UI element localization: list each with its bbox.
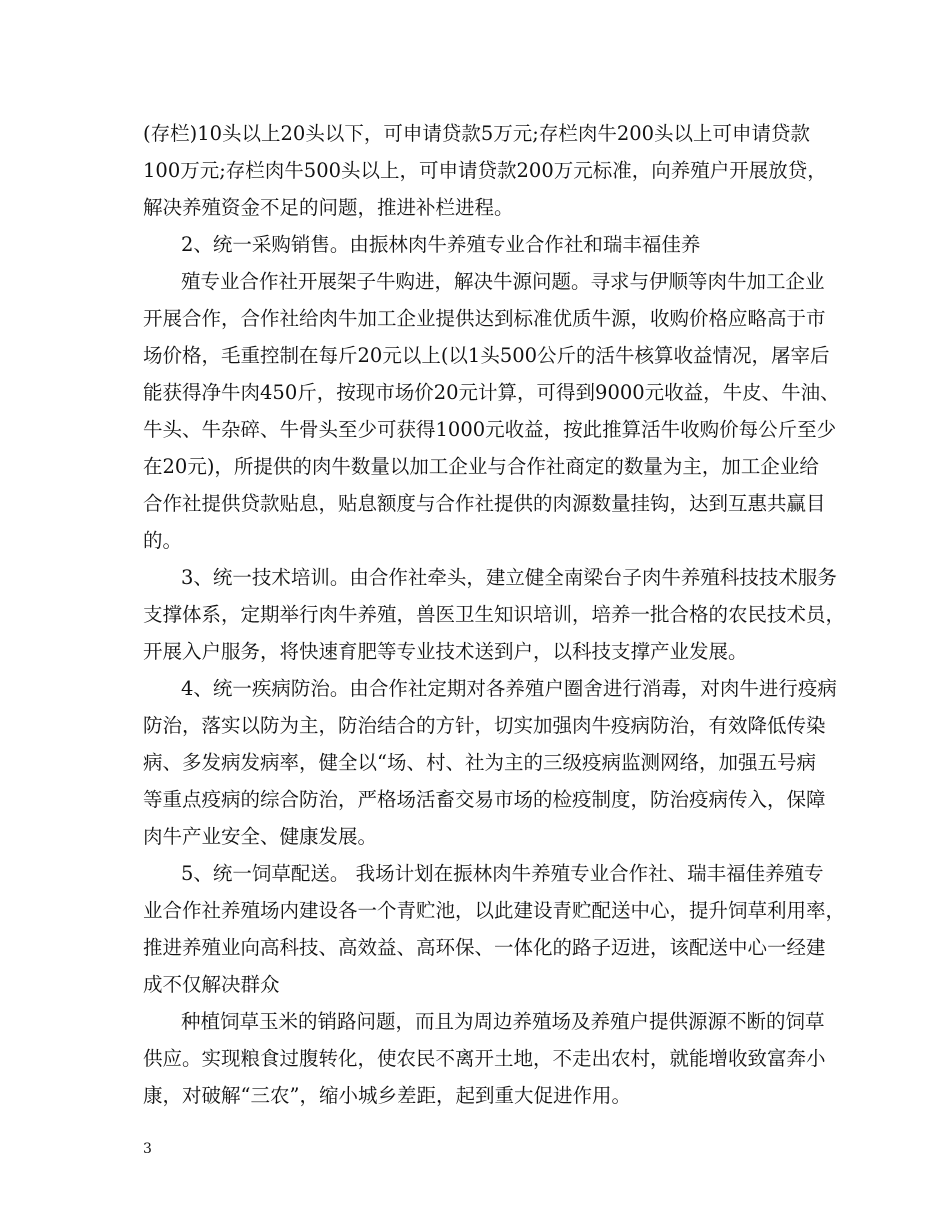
paragraph-2-heading-line: 2、统一采购销售。由振林肉牛养殖专业合作社和瑞丰福佳养 — [181, 233, 701, 256]
page-number: 3 — [143, 1141, 152, 1157]
text-line-22: 业合作社养殖场内建设各一个青贮池，以此建设青贮配送中心，提升饲草利用率， — [143, 899, 846, 922]
text-line-2: 100万元;存栏肉牛500头以上，可申请贷款200万元标准，向养殖户开展放贷， — [143, 159, 827, 182]
text-line-12: 的。 — [143, 529, 183, 552]
text-line-1: (存栏)10头以上20头以下，可申请贷款5万元;存栏肉牛200头以上可申请贷款 — [143, 122, 811, 145]
text-line-3: 解决养殖资金不足的问题，推进补栏进程。 — [143, 196, 514, 219]
text-line-5: 殖专业合作社开展架子牛购进，解决牛源问题。寻求与伊顺等肉牛加工企业 — [181, 270, 825, 293]
text-line-7: 场价格，毛重控制在每斤20元以上(以1头500公斤的活牛核算收益情况，屠宰后 — [143, 344, 830, 367]
text-line-24: 成不仅解决群众 — [143, 973, 280, 996]
text-line-20: 肉牛产业安全、健康发展。 — [143, 825, 378, 848]
text-line-27: 康，对破解“三农”，缩小城乡差距，起到重大促进作用。 — [143, 1084, 631, 1107]
paragraph-5-heading-line: 5、统一饲草配送。 我场计划在振林肉牛养殖专业合作社、瑞丰福佳养殖专 — [181, 862, 824, 885]
paragraph-4-heading-line: 4、统一疾病防治。由合作社定期对各养殖户圈舍进行消毒，对肉牛进行疫病 — [181, 677, 837, 700]
text-line-9: 牛头、牛杂碎、牛骨头至少可获得1000元收益，按此推算活牛收购价每公斤至少 — [143, 418, 837, 441]
text-line-6: 开展合作，合作社给肉牛加工企业提供达到标准优质牛源，收购价格应略高于市 — [143, 307, 826, 330]
text-line-11: 合作社提供贷款贴息，贴息额度与合作社提供的肉源数量挂钩，达到互惠共赢目 — [143, 492, 826, 515]
text-line-8: 能获得净牛肉450斤，按现市场价20元计算，可得到9000元收益，牛皮、牛油、 — [143, 381, 840, 404]
text-line-15: 开展入户服务，将快速育肥等专业技术送到户，以科技支撑产业发展。 — [143, 640, 748, 663]
paragraph-3-heading-line: 3、统一技术培训。由合作社牵头，建立健全南梁台子肉牛养殖科技技术服务 — [181, 566, 837, 589]
text-line-10: 在20元)，所提供的肉牛数量以加工企业与合作社商定的数量为主，加工企业给 — [143, 455, 819, 478]
text-line-19: 等重点疫病的综合防治，严格场活畜交易市场的检疫制度，防治疫病传入，保障 — [143, 788, 826, 811]
text-line-26: 供应。实现粮食过腹转化，使农民不离开土地，不走出农村，就能增收致富奔小 — [143, 1047, 826, 1070]
text-line-14: 支撑体系，定期举行肉牛养殖，兽医卫生知识培训，培养一批合格的农民技术员， — [143, 603, 846, 626]
text-line-25: 种植饲草玉米的销路问题，而且为周边养殖场及养殖户提供源源不断的饲草 — [181, 1010, 825, 1033]
text-line-23: 推进养殖业向高科技、高效益、高环保、一体化的路子迈进，该配送中心一经建 — [143, 936, 826, 959]
text-line-17: 防治，落实以防为主，防治结合的方针，切实加强肉牛疫病防治，有效降低传染 — [143, 714, 826, 737]
text-line-18: 病、多发病发病率，健全以“场、村、社为主的三级疫病监测网络，加强五号病 — [143, 751, 816, 774]
